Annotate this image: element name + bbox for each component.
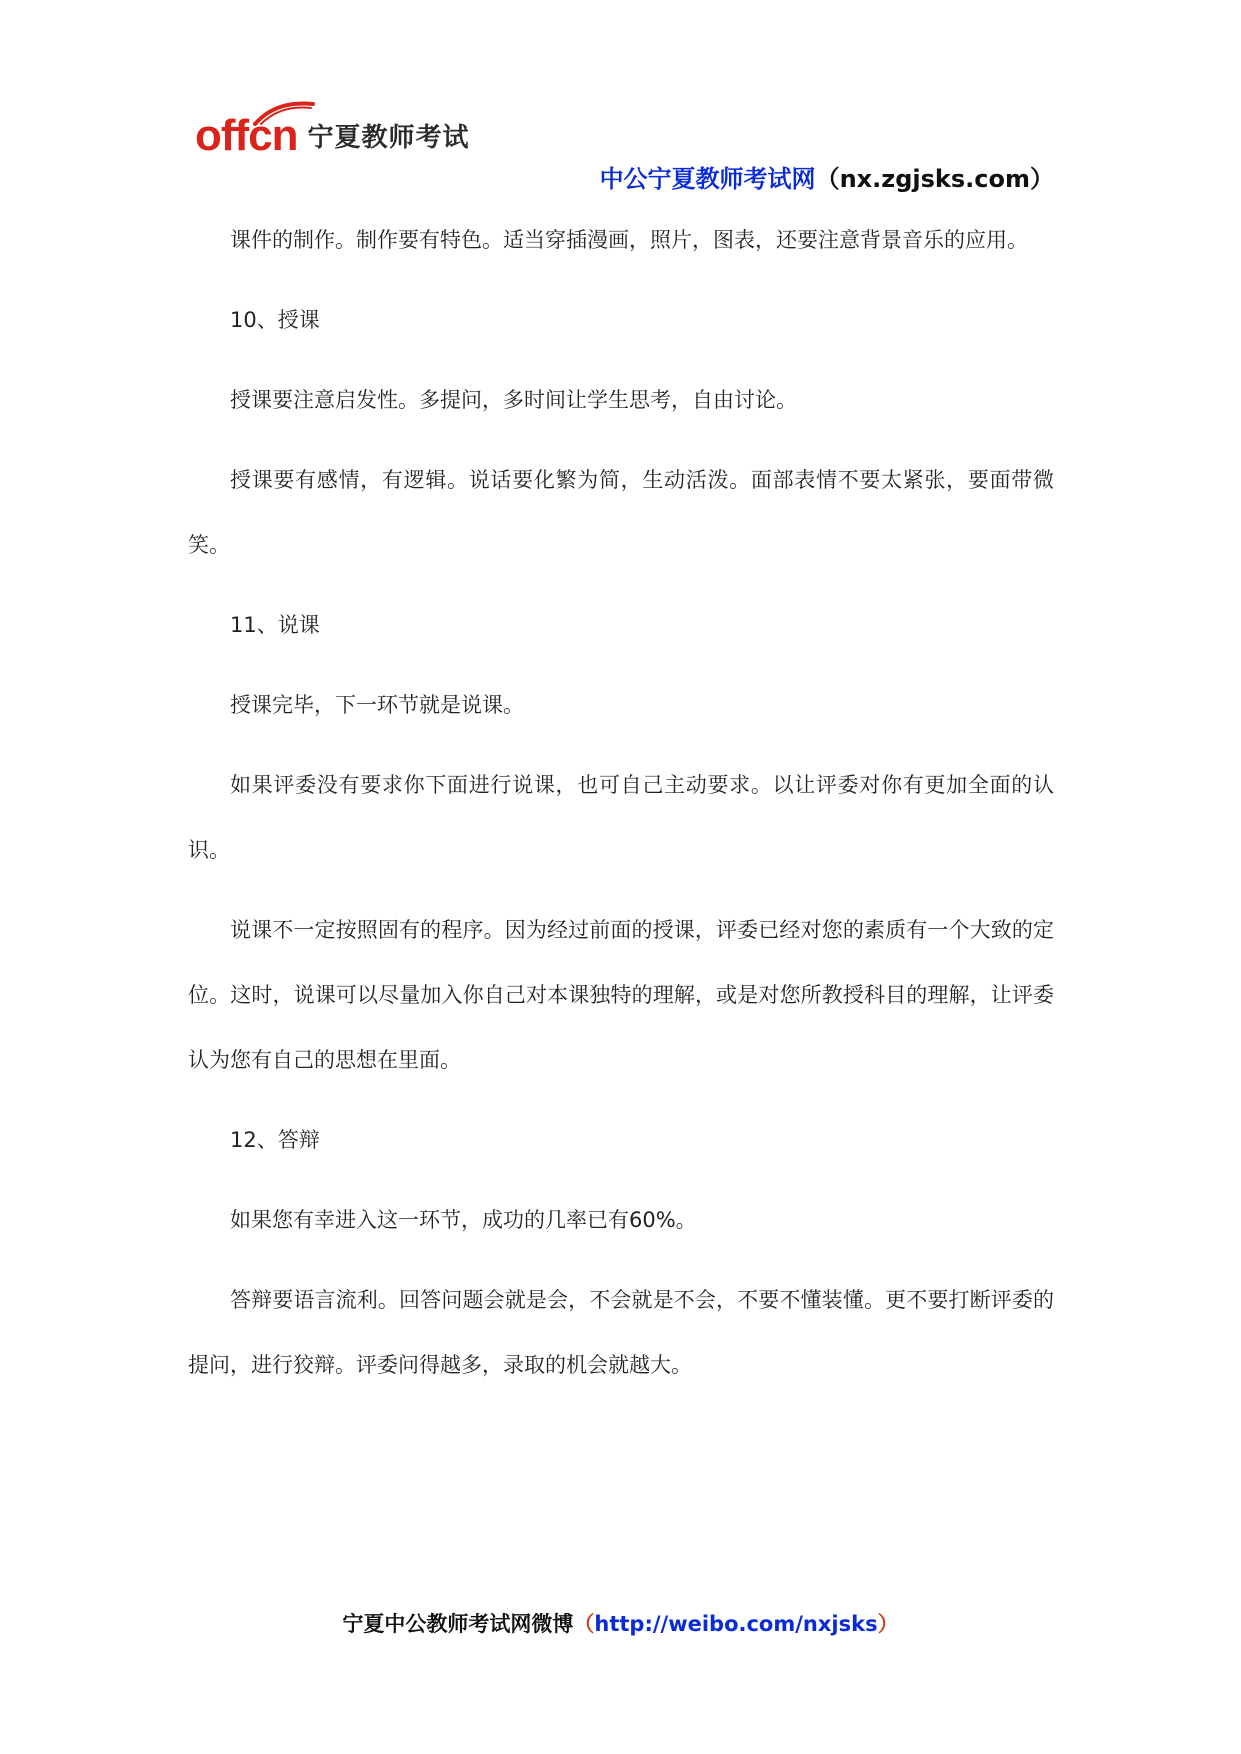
logo-swoosh-icon	[253, 100, 315, 126]
site-header-link[interactable]	[600, 159, 1054, 194]
site-paren-close: ）	[1030, 165, 1054, 193]
offcn-logo	[195, 108, 470, 158]
paragraph: 如果评委没有要求你下面进行说课，也可自己主动要求。以让评委对你有更加全面的认识。	[188, 773, 1054, 862]
paragraph: 答辩要语言流利。回答问题会就是会，不会就是不会，不要不懂装懂。更不要打断评委的提问，进行狡辩。评委问得越多，录取的机会就越大。	[188, 1288, 1054, 1377]
paragraph: 授课要有感情，有逻辑。说话要化繁为简，生动活泼。面部表情不要太紧张，要面带微笑。	[188, 468, 1054, 557]
footer-weibo-link[interactable]	[0, 1608, 1241, 1638]
section-heading: 10、授课	[230, 308, 320, 332]
site-url[interactable]: nx.zgjsks.com	[839, 165, 1030, 193]
section-heading: 11、说课	[230, 613, 320, 637]
paragraph: 如果您有幸进入这一环节，成功的几率已有60%。	[230, 1208, 697, 1232]
footer-label: 宁夏中公教师考试网微博	[342, 1612, 574, 1636]
section-heading: 12、答辩	[230, 1128, 320, 1152]
site-paren-open: （	[815, 165, 840, 193]
logo-brand-text: offcn	[195, 111, 298, 160]
paragraph: 说课不一定按照固有的程序。因为经过前面的授课，评委已经对您的素质有一个大致的定位。这时，说课可以尽量加入你自己对本课独特的理解，或是对您所教授科目的理解，让评委认为您有自己的思想在里面。	[188, 918, 1054, 1072]
paragraph: 课件的制作。制作要有特色。适当穿插漫画，照片，图表，还要注意背景音乐的应用。	[230, 228, 1028, 252]
paragraph: 授课完毕，下一环节就是说课。	[230, 693, 524, 717]
logo-brand	[195, 111, 298, 160]
footer-url[interactable]: http://weibo.com/nxjsks	[594, 1612, 878, 1636]
article-body	[188, 208, 1054, 1413]
footer-paren-close: ）	[877, 1612, 899, 1636]
footer-paren-open: （	[573, 1612, 595, 1636]
site-name: 中公宁夏教师考试网	[599, 165, 816, 193]
logo-text: 宁夏教师考试	[307, 123, 470, 153]
paragraph: 授课要注意启发性。多提问，多时间让学生思考，自由讨论。	[230, 388, 797, 412]
